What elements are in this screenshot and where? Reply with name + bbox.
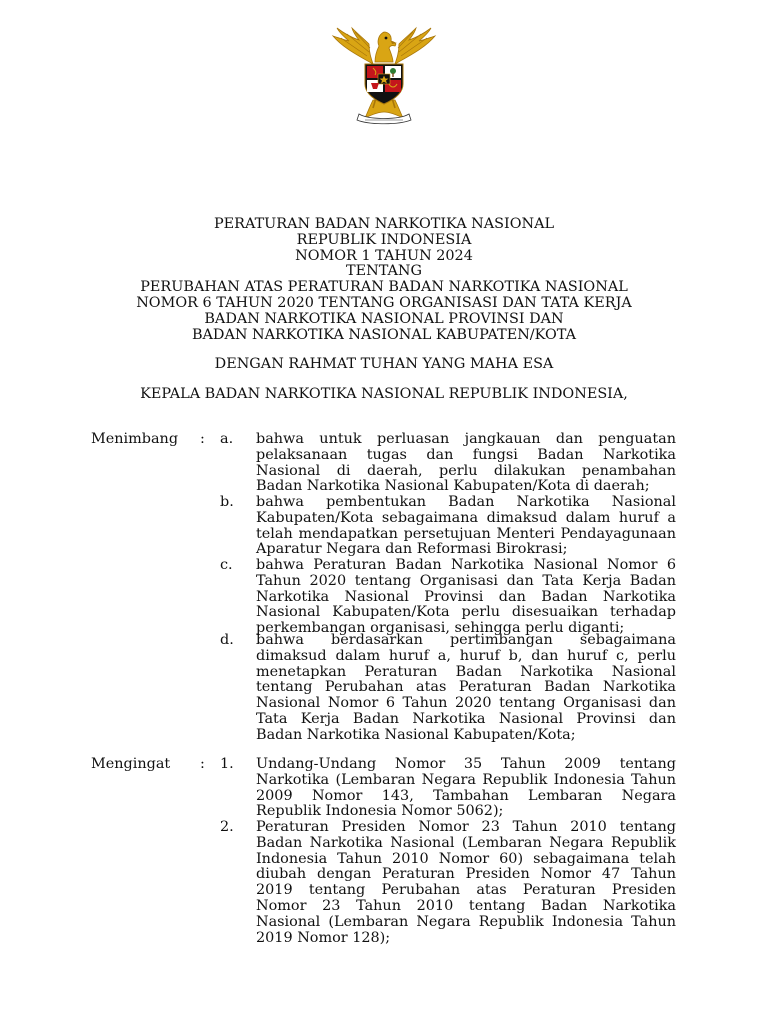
item-line: dimaksud dalam huruf a, huruf b, dan huruf c, perlu	[256, 647, 676, 664]
item-text	[256, 558, 676, 637]
item-line: Kabupaten/Kota sebagaimana dimaksud dalam huruf a	[256, 509, 676, 526]
regulation-title-block	[0, 217, 768, 343]
item-marker: b.	[220, 494, 234, 510]
title-line: BADAN NARKOTIKA NASIONAL PROVINSI DAN	[204, 310, 564, 327]
item-text	[256, 495, 676, 558]
mengingat-colon: :	[200, 756, 205, 772]
item-marker: a.	[220, 431, 234, 447]
item-line: diubah dengan Peraturan Presiden Nomor 47 Tahun	[256, 866, 676, 883]
item-line: bahwa berdasarkan pertimbangan sebagaimana	[256, 632, 676, 648]
title-line: PERUBAHAN ATAS PERATURAN BADAN NARKOTIKA NASIONAL	[140, 279, 628, 296]
item-line: Nasional (Lembaran Negara Republik Indonesia Tahun	[256, 913, 676, 930]
item-line: Tata Kerja Badan Narkotika Nasional Provinsi dan	[256, 710, 676, 727]
item-line: Nasional Kabupaten/Kota perlu disesuaikan terhadap	[256, 604, 676, 621]
item-text	[256, 633, 676, 744]
title-line: TENTANG	[346, 263, 422, 280]
item-line: Undang-Undang Nomor 35 Tahun 2009 tentang	[256, 756, 676, 772]
item-line: perkembangan organisasi, sehingga perlu diganti;	[256, 620, 625, 637]
item-line: Narkotika Nasional Provinsi dan Badan Narkotika	[256, 588, 676, 605]
item-marker: c.	[220, 557, 233, 573]
title-line: PERATURAN BADAN NARKOTIKA NASIONAL	[213, 216, 555, 232]
item-line: pelaksanaan tugas dan fungsi Badan Narkotika	[256, 446, 676, 463]
item-line: 2009 Nomor 143, Tambahan Lembaran Negara	[256, 787, 676, 804]
item-line: Badan Narkotika Nasional Kabupaten/Kota di daerah;	[256, 478, 650, 495]
item-line: Tahun 2020 tentang Organisasi dan Tata Kerja Badan	[256, 572, 676, 589]
menimbang-colon: :	[200, 431, 205, 447]
item-line: telah mendapatkan persetujuan Menteri Pendayagunaan	[256, 525, 676, 542]
item-line: Badan Narkotika Nasional Kabupaten/Kota;	[256, 726, 576, 743]
item-line: bahwa untuk perluasan jangkauan dan penguatan	[256, 431, 676, 447]
basmalah-line: DENGAN RAHMAT TUHAN YANG MAHA ESA	[214, 356, 554, 372]
item-line: 2019 Nomor 128);	[256, 929, 391, 946]
item-line: menetapkan Peraturan Badan Narkotika Nasional	[256, 663, 676, 680]
item-text	[256, 820, 676, 946]
mengingat-label: Mengingat	[91, 756, 171, 772]
title-line: BADAN NARKOTIKA NASIONAL KABUPATEN/KOTA	[191, 326, 577, 343]
item-line: Nasional di daerah, perlu dilakukan penambahan	[256, 462, 676, 479]
item-line: bahwa Peraturan Badan Narkotika Nasional Nomor 6	[256, 557, 676, 573]
menimbang-label: Menimbang	[91, 431, 179, 447]
title-line: REPUBLIK INDONESIA	[296, 231, 472, 248]
item-line: tentang Perubahan atas Peraturan Badan Narkotika	[256, 679, 676, 696]
item-line: Aparatur Negara dan Reformasi Birokrasi;	[256, 541, 568, 558]
item-marker: 2.	[220, 819, 234, 835]
item-marker: 1.	[220, 756, 234, 772]
item-line: Peraturan Presiden Nomor 23 Tahun 2010 tentang	[256, 819, 676, 835]
garuda-pancasila-emblem-icon	[329, 26, 439, 126]
item-text	[256, 432, 676, 495]
item-line: Nomor 23 Tahun 2010 tentang Badan Narkotika	[256, 897, 676, 914]
title-line: NOMOR 1 TAHUN 2024	[295, 247, 473, 264]
opening-line: KEPALA BADAN NARKOTIKA NASIONAL REPUBLIK INDONESIA,	[140, 386, 628, 402]
item-text	[256, 757, 676, 820]
item-marker: d.	[220, 632, 234, 648]
item-line: bahwa pembentukan Badan Narkotika Nasional	[256, 494, 676, 510]
title-line: NOMOR 6 TAHUN 2020 TENTANG ORGANISASI DAN TATA KERJA	[136, 294, 632, 311]
item-line: Republik Indonesia Nomor 5062);	[256, 803, 504, 820]
item-line: 2019 tentang Perubahan atas Peraturan Presiden	[256, 882, 676, 899]
item-line: Narkotika (Lembaran Negara Republik Indonesia Tahun	[256, 771, 676, 788]
item-line: Nasional Nomor 6 Tahun 2020 tentang Organisasi dan	[256, 695, 676, 712]
item-line: Indonesia Tahun 2010 Nomor 60) sebagaimana telah	[256, 850, 676, 867]
item-line: Badan Narkotika Nasional (Lembaran Negara Republik	[256, 834, 676, 851]
